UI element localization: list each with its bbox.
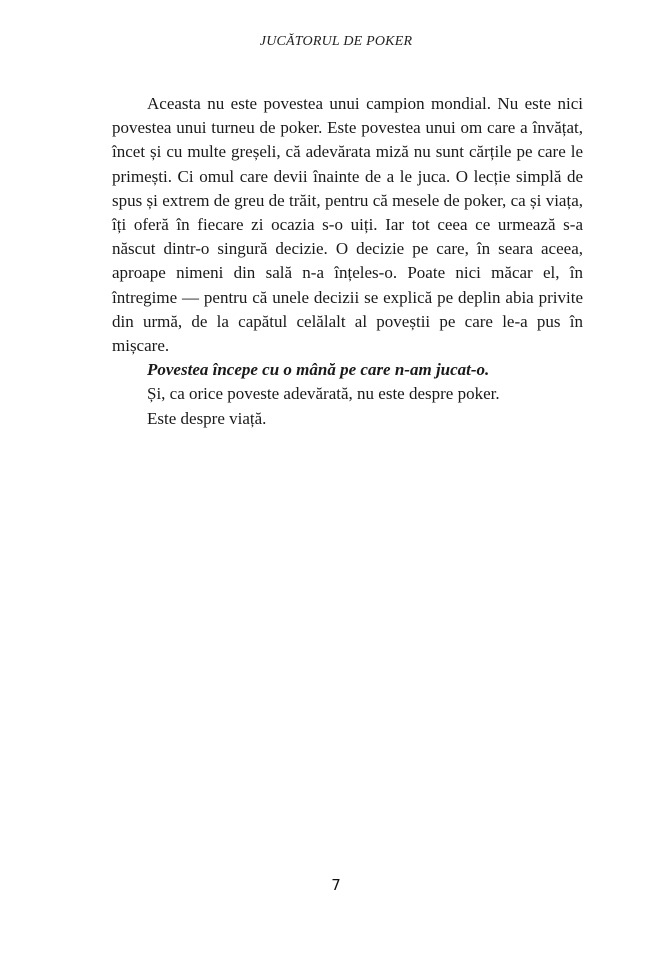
paragraph-not-about-poker: Și, ca orice poveste adevărată, nu este despre poker. <box>147 384 500 404</box>
body-text <box>112 92 583 431</box>
paragraph-intro: Aceasta nu este povestea unui campion mondial. Nu este nici povestea unui turneu de poker. Este povestea unui om care a învățat, încet și cu multe greșeli, că adevărata miză nu sunt cărțile pe care le primești. Ci omul care devii înainte de a le juca. O lecție simplă de spus și extrem de greu de trăit, pentru că mesele de poker, ca și viața, îți oferă în fiecare zi ocazia s-o uiți. Iar tot ceea ce urmează s-a născut dintr-o singură decizie. O decizie pe care, în seara aceea, aproape nimeni din sală n-a înțeles-o. Poate nici măcar el, în întregime — pentru că unele decizii se explică pe deplin abia privite din urmă, de la capătul celălalt al poveștii pe care le-a pus în mișcare. <box>112 94 583 356</box>
running-header: JUCĂTORUL DE POKER <box>259 34 413 49</box>
page-number: 7 <box>331 876 341 894</box>
paragraph-about-life: Este despre viață. <box>147 408 267 428</box>
paragraph-emphasis: Povestea începe cu o mână pe care n-am jucat-o. <box>147 360 490 380</box>
